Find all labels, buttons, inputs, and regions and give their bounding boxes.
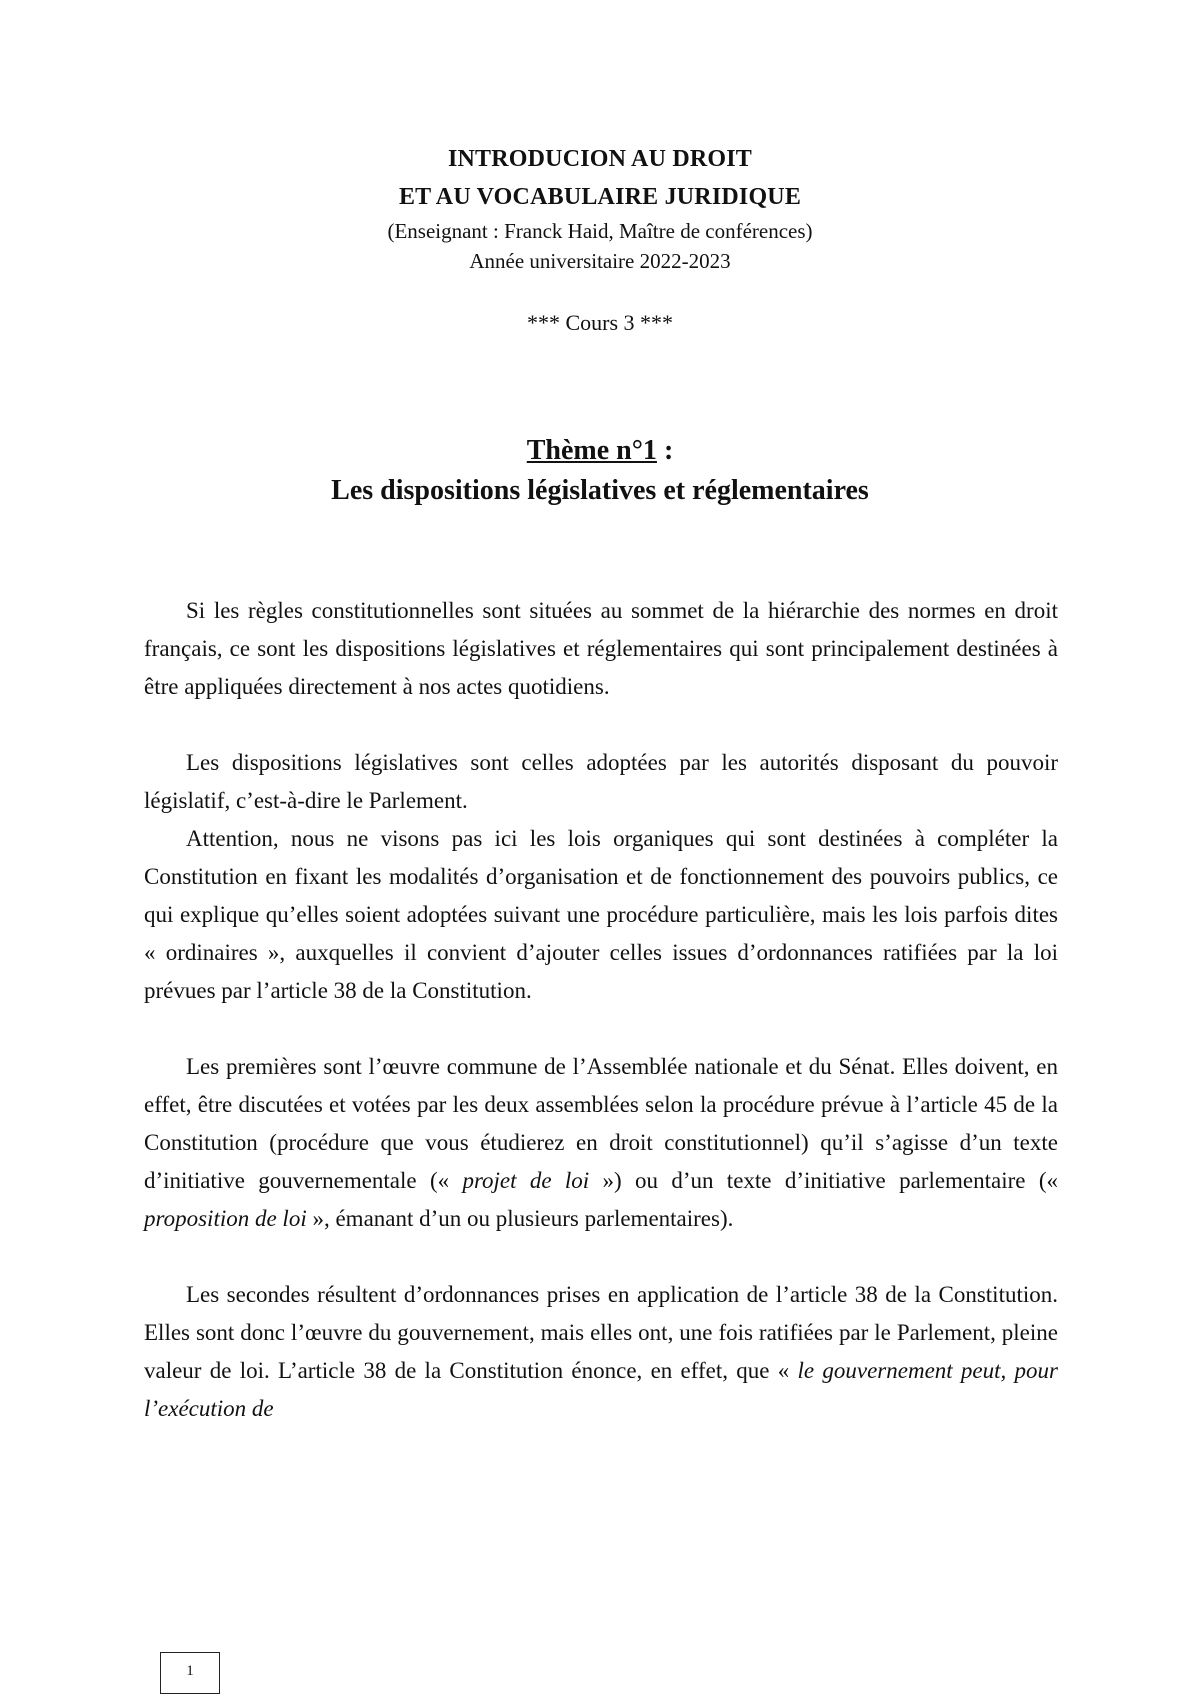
paragraph-1: Si les règles constitutionnelles sont situées au sommet de la hiérarchie des normes en droit français, ce sont les dispositions législatives et réglementaires qui sont principalement destinées à être appliquées directement à nos actes quotidiens.: [144, 598, 1058, 699]
paragraph-5: [144, 1276, 1058, 1428]
document-body: [144, 592, 1058, 1428]
page-number-box: [160, 1652, 220, 1694]
paragraph-4-italic-a: projet de loi: [462, 1168, 590, 1193]
theme-label: Thème n°1: [526, 435, 657, 466]
paragraph-5-italic-a: le gouvernement peut, pour l’exécution de: [144, 1358, 1058, 1421]
course-number-line: *** Cours 3 ***: [526, 310, 674, 335]
document-header: [0, 140, 1200, 338]
document-title-line-1: INTRODUCION AU DROIT: [447, 146, 753, 172]
paragraph-4-italic-b: proposition de loi: [144, 1206, 307, 1231]
paragraph-5-text-a: Les secondes résultent d’ordonnances prises en application de l’article 38 de la Constitution. Elles sont donc l’œuvre du gouvernement, mais elles ont, une fois ratifiées par le Parlement, pleine valeur de loi. L’article 38 de la Constitution énonce, en effet, que «: [144, 1282, 1058, 1383]
teacher-line: (Enseignant : Franck Haid, Maître de conférences): [387, 219, 813, 243]
paragraph-4-text-b: ») ou d’un texte d’initiative parlementaire («: [589, 1168, 1058, 1193]
theme-title: Les dispositions législatives et réglementaires: [331, 475, 869, 506]
theme-label-line: [0, 431, 1200, 471]
theme-colon: :: [656, 435, 674, 466]
academic-year-line: Année universitaire 2022-2023: [469, 249, 731, 273]
theme-heading: [0, 431, 1200, 511]
paragraph-4: [144, 1048, 1058, 1238]
paragraph-4-text-c: », émanant d’un ou plusieurs parlementaires).: [306, 1206, 734, 1231]
paragraph-4-text-a: Les premières sont l’œuvre commune de l’Assemblée nationale et du Sénat. Elles doivent, en effet, être discutées et votées par les deux assemblées selon la procédure prévue à l’article 45 de la Constitution (procédure que vous étudierez en droit constitutionnel) qu’il s’agisse d’un texte d’initiative gouvernementale («: [144, 1054, 1058, 1193]
document-title-line-2: ET AU VOCABULAIRE JURIDIQUE: [398, 184, 802, 210]
page-number: 1: [186, 1663, 194, 1679]
paragraph-3: Attention, nous ne visons pas ici les lois organiques qui sont destinées à compléter la Constitution en fixant les modalités d’organisation et de fonctionnement des pouvoirs publics, ce qui explique qu’elles soient adoptées suivant une procédure particulière, mais les lois parfois dites « ordinaires », auxquelles il convient d’ajouter celles issues d’ordonnances ratifiées par la loi prévues par l’article 38 de la Constitution.: [144, 826, 1058, 1003]
paragraph-2: Les dispositions législatives sont celles adoptées par les autorités disposant du pouvoir législatif, c’est-à-dire le Parlement.: [144, 750, 1058, 813]
